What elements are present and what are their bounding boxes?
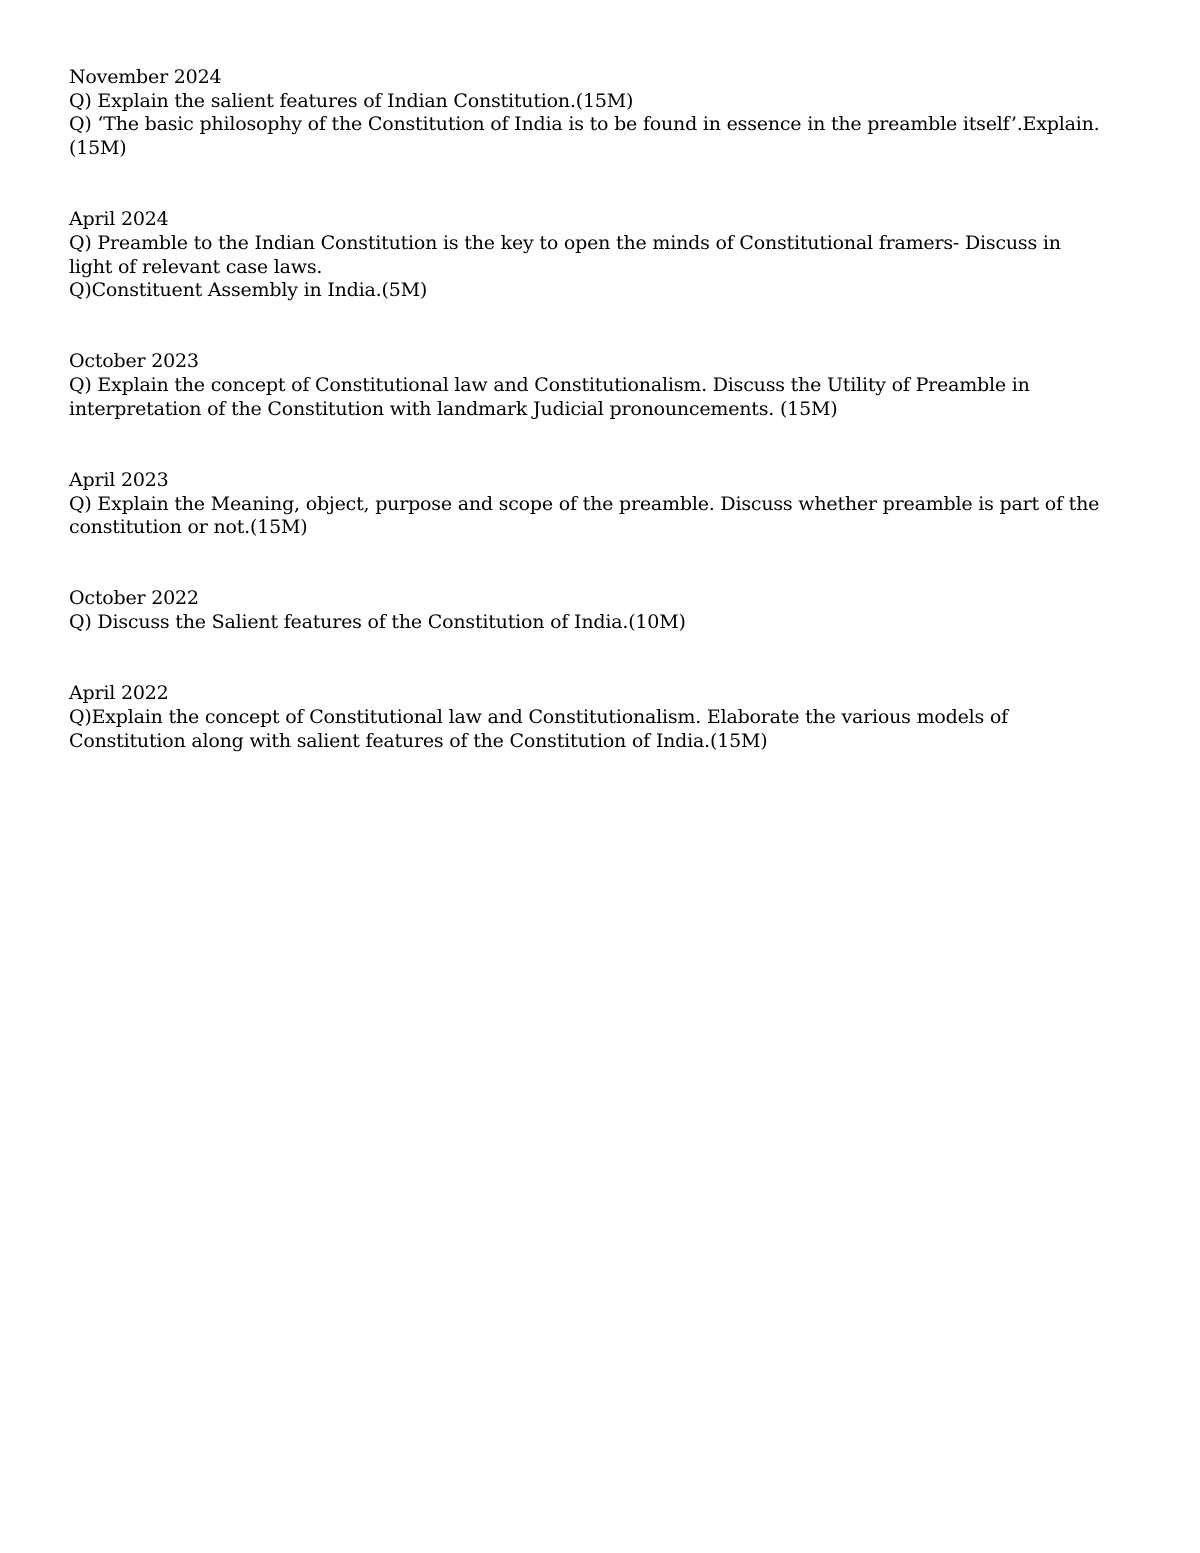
question-item: Q) Explain the concept of Constitutional law and Constitutionalism. Discuss the Utility of Preamble in interpretation of the Constitution with landmark Judicial pronouncements. (15M) (69, 374, 1030, 420)
question-item: Q)Explain the concept of Constitutional law and Constitutionalism. Elaborate the various models of Constitution along with salient features of the Constitution of India.(15M) (69, 705, 1008, 752)
section-date: April 2024 (69, 208, 169, 231)
section-date: April 2022 (69, 682, 169, 705)
question-item: Q)Constituent Assembly in India.(5M) (69, 279, 428, 302)
section-date: October 2022 (69, 587, 199, 610)
exam-section (69, 469, 1149, 540)
section-date: October 2023 (69, 350, 199, 373)
question-item: Q) ‘The basic philosophy of the Constitution of India is to be found in essence in the preamble itself’.Explain. (15M) (69, 113, 1100, 160)
section-date: April 2023 (69, 468, 169, 491)
question-item: Q) Explain the salient features of Indian Constitution.(15M) (69, 89, 634, 112)
question-item: Q) Discuss the Salient features of the Constitution of India.(10M) (69, 611, 686, 634)
exam-section (69, 587, 1149, 634)
exam-section (69, 66, 1149, 161)
section-date: November 2024 (69, 66, 222, 88)
question-item: Q) Preamble to the Indian Constitution is the key to open the minds of Constitutional framers- Discuss in light of relevant case laws. (69, 231, 1061, 278)
question-item: Q) Explain the Meaning, object, purpose and scope of the preamble. Discuss whether preamble is part of the constitution or not.(15M) (69, 492, 1100, 539)
document-page (69, 66, 1149, 753)
exam-section (69, 208, 1149, 303)
exam-section (69, 682, 1149, 753)
exam-section (69, 350, 1149, 421)
